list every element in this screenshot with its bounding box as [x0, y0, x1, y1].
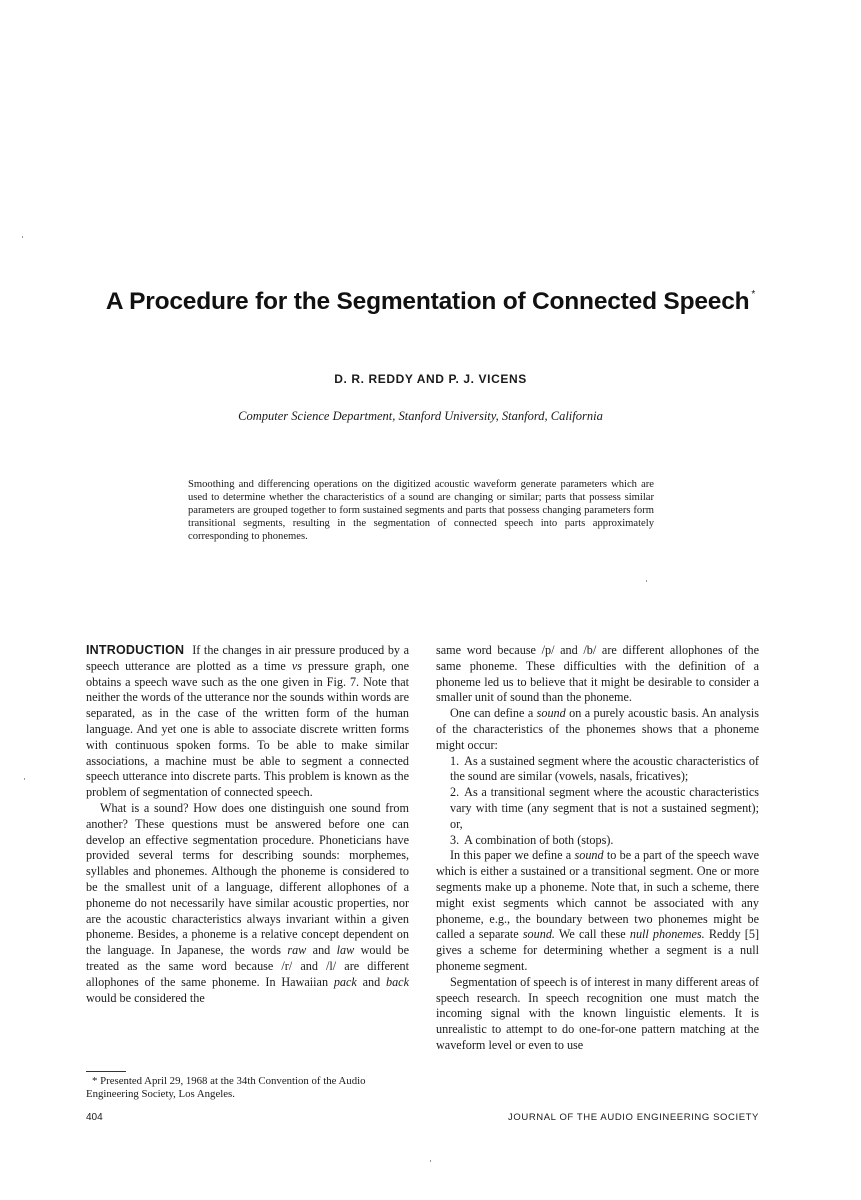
text-run: One can define a [450, 706, 537, 721]
list-item [436, 754, 759, 786]
text-run: pressure graph, one obtains a speech wave such as the one given in Fig. 7. Note that neither the words of the utterance nor the sounds within words are separated, as in the case of the written form of the human language. And yet one is able to associate discrete written forms with continuous spoken forms. To be able to make similar associations, a machine must be able to segment a connected speech utterance into discrete parts. This problem is known as the problem of segmentation of connected speech. [86, 658, 409, 800]
list-text: As a transitional segment where the acoustic characteristics vary with time (any segment that is not a sustained segment); or, [450, 785, 759, 831]
list-number: 3. [450, 832, 460, 847]
list-text: A combination of both (stops). [464, 832, 614, 847]
text-run: In this paper we define a [450, 848, 575, 863]
paragraph-intro [86, 643, 409, 801]
title-text: A Procedure for the Segmentation of Connected Speech [105, 288, 750, 315]
left-column [86, 643, 409, 1006]
right-column [436, 643, 759, 1054]
text-run-italic: null phonemes. [629, 927, 705, 942]
text-run: If the changes in air pressure produced by a speech utterance are plotted as a time [86, 643, 409, 673]
affiliation: Computer Science Department, Stanford University, Stanford, California [238, 409, 603, 423]
section-heading-introduction: INTRODUCTION [86, 643, 185, 657]
scan-speck [646, 580, 647, 582]
abstract: Smoothing and differencing operations on the digitized acoustic waveform generate parameters which are used to determine whether the characteristics of a sound are changing or similar; parts that possess similar parameters are grouped together to form sustained segments and parts that possess changing parameters form transitional segments, resulting in the segmentation of connected speech into parts approximately corresponding to phonemes. [188, 479, 654, 542]
authors: D. R. REDDY AND P. J. VICENS [334, 372, 527, 386]
text-run-italic: pack [333, 974, 357, 989]
text-run: would be treated as the same word because /r/ and /l/ are different allophones of the same phoneme. In Hawaiian [86, 943, 409, 989]
text-run: What is a sound? How does one distinguish one sound from another? These questions must be answered before one can develop an effective segmentation procedure. Phoneticians have provided several terms for describing sounds: morphemes, syllables and phonemes. Although the phoneme is considered to be the smallest unit of a language, different allophones of a phoneme do not necessarily have similar acoustic properties, nor are the acoustic characteristics always invariant within a given phoneme. Besides, a phoneme is a relative concept dependent on the language. In Japanese, the words [86, 800, 409, 958]
text-run: and [306, 943, 337, 958]
text-run-italic: sound. [522, 927, 555, 942]
title-footnote-mark: * [751, 289, 756, 300]
scan-speck [430, 1160, 431, 1162]
paper-title [0, 288, 861, 316]
scan-speck [24, 778, 25, 780]
text-run-italic: sound [574, 848, 604, 863]
text-run: Reddy [5] gives a scheme for determining whether a segment is a null phoneme segment. [436, 927, 759, 973]
list-item [436, 833, 759, 849]
text-run: and [356, 974, 386, 989]
list-text: As a sustained segment where the acoustic characteristics of the sound are similar (vowels, nasals, fricatives); [450, 753, 759, 784]
footnote-divider [86, 1071, 126, 1072]
paragraph-continuation: same word because /p/ and /b/ are different allophones of the same phoneme. These difficulties with the definition of a phoneme led us to believe that it might be desirable to consider a smaller unit of sound than the phoneme. [436, 643, 759, 705]
list-number: 2. [450, 785, 460, 800]
list-item [436, 785, 759, 832]
journal-name: JOURNAL OF THE AUDIO ENGINEERING SOCIETY [508, 1112, 759, 1123]
scan-speck [22, 236, 23, 238]
paragraph-define-sound [436, 706, 759, 753]
text-run-italic: raw [287, 943, 307, 958]
text-run: on a purely acoustic basis. An analysis of the characteristics of the phonemes shows that a phoneme might occur: [436, 706, 760, 752]
footnote: * Presented April 29, 1968 at the 34th Convention of the Audio Engineering Society, Los Angeles. [86, 1075, 366, 1100]
text-run-italic: sound [536, 706, 566, 721]
text-run-italic: back [385, 974, 409, 989]
text-run-italic: law [336, 943, 355, 958]
text-run-italic: vs [291, 658, 302, 673]
page-number: 404 [86, 1112, 103, 1123]
paragraph-segmentation-interest: Segmentation of speech is of interest in many different areas of speech research. In speech recognition one must match the incoming signal with the known linguistic elements. It is unrealistic to attempt to do one-for-one pattern matching at the waveform level or even to use [436, 974, 759, 1052]
list-number: 1. [450, 753, 460, 768]
text-run: would be considered the [86, 990, 205, 1005]
text-run: We call these [554, 927, 630, 942]
paragraph-what-is-sound [86, 801, 409, 1006]
paragraph-this-paper [436, 848, 759, 974]
text-run: to be a part of the speech wave which is either a sustained or a transitional segment. One or more segments make up a phoneme. Note that, in such a scheme, there might exist segments which cannot be associated with any phoneme, e.g., the boundary between two phonemes might be called a separate [436, 848, 759, 942]
